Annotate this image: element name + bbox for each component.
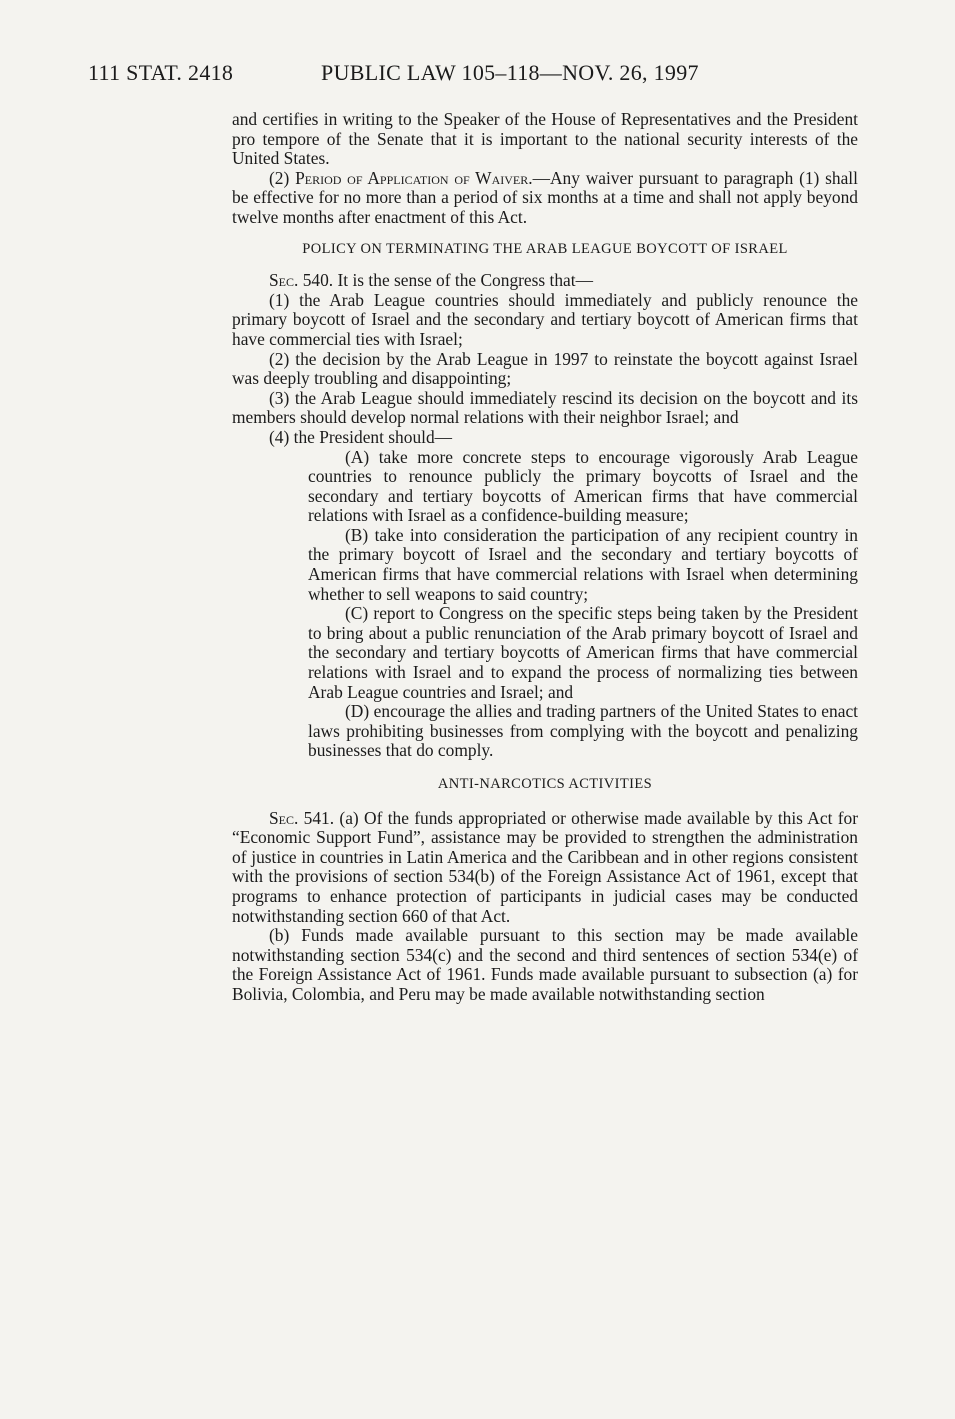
public-law-reference: PUBLIC LAW 105–118—NOV. 26, 1997 xyxy=(321,60,699,85)
section-540-heading: POLICY ON TERMINATING THE ARAB LEAGUE BOYCOTT OF ISRAEL xyxy=(302,240,788,257)
continuation-paragraph: and certifies in writing to the Speaker of the House of Representatives and the President pro tempore of the Senate that it is important to the national security interests of the United States. xyxy=(232,109,858,169)
section-540-subitem-a: (A) take more concrete steps to encourage vigorously Arab League countries to renounce publicly the primary boycotts of Israel and the secondary and tertiary boycotts of American firms that have commercial relations with Israel as a confidence-building measure; xyxy=(308,446,858,526)
waiver-paragraph xyxy=(232,169,858,228)
section-540-subitem-c: (C) report to Congress on the specific steps being taken by the President to bring about a public renunciation of the Arab primary boycott of Israel and the secondary and tertiary boycotts of American firms that have commercial relations with Israel and to expand the process of normalizing ties between Arab League countries and Israel; and xyxy=(308,603,858,702)
section-540-subitem-d: (D) encourage the allies and trading partners of the United States to enact laws prohibiting businesses from complying with the boycott and penalizing businesses that do comply. xyxy=(308,701,858,761)
section-540-label: Sec. 540. xyxy=(269,270,334,291)
section-540-item-2: (2) the decision by the Arab League in 1997 to reinstate the boycott against Israel was deeply troubling and disappointing; xyxy=(232,348,858,389)
section-540-subitem-b: (B) take into consideration the participation of any recipient country in the primary boycott of Israel and the secondary and tertiary boycotts of American firms that have commercial relations with Israel when determining whether to sell weapons to said country; xyxy=(308,524,858,604)
section-541-heading: ANTI-NARCOTICS ACTIVITIES xyxy=(437,776,653,792)
section-540-item-1: (1) the Arab League countries should immediately and publicly renounce the primary boycott of Israel and the secondary and tertiary boycott of American firms that have commercial ties with Israel; xyxy=(232,289,858,349)
statute-reference: 111 STAT. 2418 xyxy=(88,60,234,85)
section-541-para-a-text: (a) Of the funds appropriated or otherwise made available by this Act for “Economic Support Fund”, assistance may be provided to strengthen the administration of justice in countries in Latin America and the Caribbean and in other regions consistent with the provisions of section 534(b) of the Foreign Assistance Act of 1961, except that programs to enhance protection of participants in judicial cases may be conducted notwithstanding section 660 of that Act. xyxy=(232,807,858,926)
section-540-intro-text: It is the sense of the Congress that— xyxy=(337,270,594,291)
waiver-number: (2) xyxy=(269,167,290,188)
section-541-para-b: (b) Funds made available pursuant to this section may be made available notwithstanding section 534(c) and the second and third sentences of section 534(e) of the Foreign Assistance Act of 1961. Funds made available pursuant to subsection (a) for Bolivia, Colombia, and Peru may be made available notwithstanding section xyxy=(232,925,858,1004)
page-header xyxy=(88,60,699,86)
section-540-item-3: (3) the Arab League should immediately rescind its decision on the boycott and its members should develop normal relations with their neighbor Israel; and xyxy=(232,387,858,428)
statute-body xyxy=(232,110,858,1005)
waiver-heading: Period of Application of Waiver. xyxy=(295,167,533,188)
section-541-label: Sec. 541. xyxy=(269,807,335,828)
waiver-text: —Any waiver pursuant to paragraph (1) shall be effective for no more than a period of six months at a time and shall not apply beyond twelve months after enactment of this Act. xyxy=(232,167,858,227)
section-540-intro xyxy=(232,271,858,291)
section-541-para-a xyxy=(232,809,858,927)
section-540-item-4: (4) the President should— xyxy=(269,426,453,447)
